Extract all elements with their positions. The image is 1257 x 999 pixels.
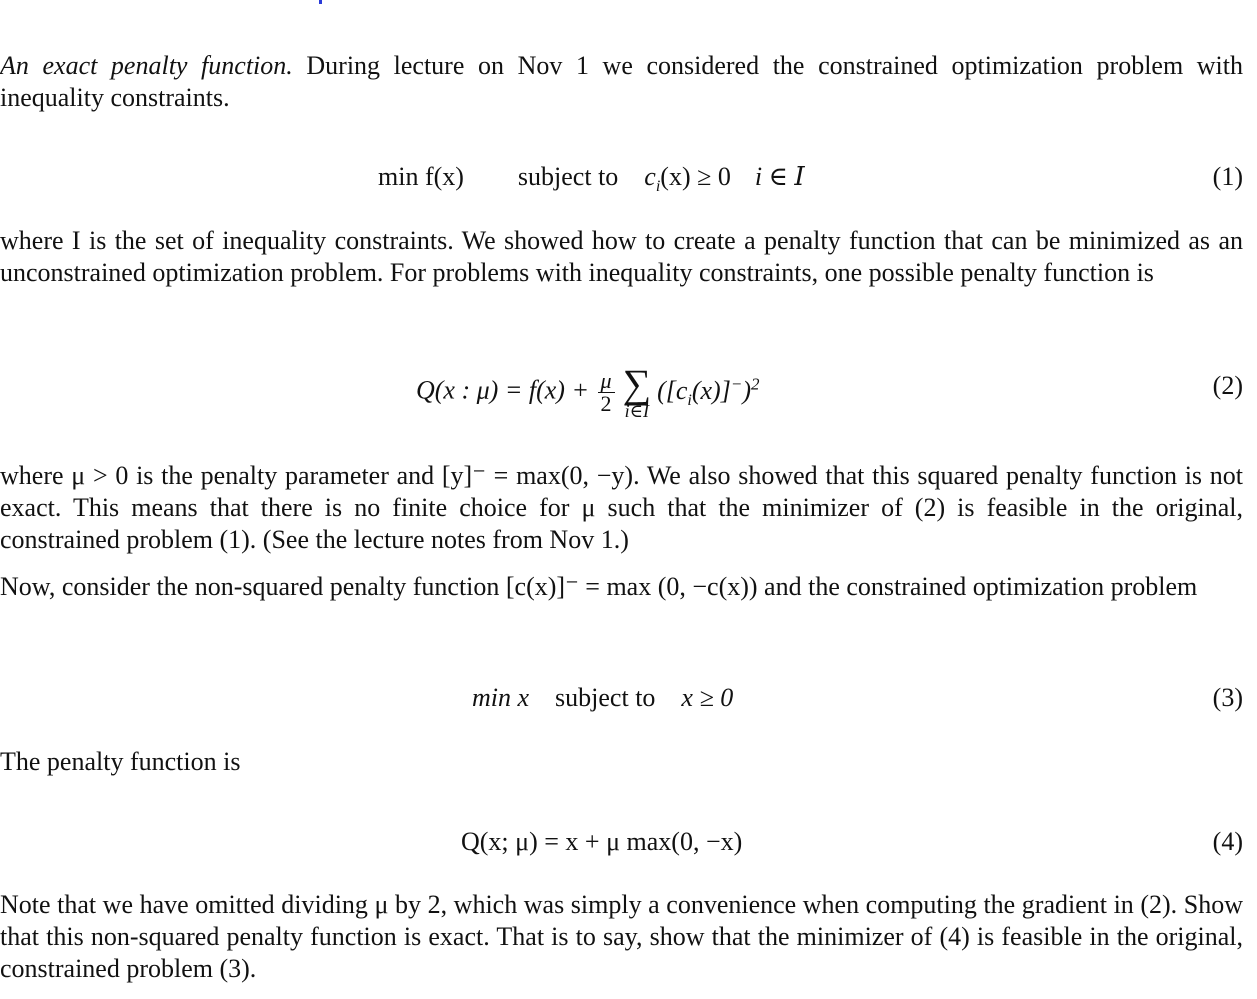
eq2-lhs: Q(x : μ) = f(x) + (416, 375, 596, 405)
paragraph-3: where μ > 0 is the penalty parameter and [y]⁻ = max(0, −y). We also showed that this squared penalty function is not exact. This means that there is no finite choice for μ such that the minimizer of (2) is feasible in the original, constrained problem (1). (See the lecture notes from Nov 1.) (0, 461, 1243, 554)
equation-2 (0, 362, 1243, 422)
eq2-term: $([c_i(x)]^-)^2$ (657, 374, 760, 409)
eq2-summation: ∑ i∈I (622, 360, 652, 421)
equation-3-body (472, 678, 733, 718)
eq1-index: i ∈ I (754, 162, 805, 192)
intro-paragraph (0, 50, 1243, 114)
paragraph-5: The penalty function is (0, 747, 241, 776)
equation-2-number: (2) (1212, 371, 1243, 400)
section-heading: An exact penalty function. (0, 51, 293, 80)
equation-4 (0, 822, 1243, 862)
equation-4-body: Q(x; μ) = x + μ max(0, −x) (461, 827, 743, 856)
equation-3-number: (3) (1212, 683, 1243, 712)
equation-3 (0, 678, 1243, 718)
eq2-fraction: $\frac{\mu}{2}$ (598, 370, 615, 415)
eq1-subject-to: subject to (517, 162, 619, 191)
equation-1 (0, 157, 1243, 197)
intro-text: During lecture on Nov 1 we considered the constrained optimization problem with inequality constraints. (0, 51, 1244, 112)
equation-1-number: (1) (1212, 162, 1243, 191)
eq1-objective: min f(x) (378, 162, 464, 191)
paragraph-2: where I is the set of inequality constraints. We showed how to create a penalty function that can be minimized as an unconstrained optimization problem. For problems with inequality constraints, one possible penalty function is (0, 226, 1243, 287)
eq3-subject-to: subject to (555, 683, 656, 712)
equation-2-body (416, 360, 760, 421)
eq3-objective: min x (472, 683, 530, 712)
paragraph-4: Now, consider the non-squared penalty function [c(x)]⁻ = max (0, −c(x)) and the constrained optimization problem (0, 572, 1198, 601)
page-top-mark (319, 0, 322, 4)
paragraph-6: Note that we have omitted dividing μ by 2, which was simply a convenience when computing the gradient in (2). Show that this non-squared penalty function is exact. That is to say, show that the minimizer of (4) is feasible in the original, constrained problem (3). (0, 890, 1243, 983)
equation-4-number: (4) (1212, 827, 1243, 856)
equation-1-body (378, 157, 805, 207)
eq1-constraint: $c_i(x) \ge 0$ (644, 162, 731, 196)
eq3-constraint: x ≥ 0 (681, 683, 734, 712)
